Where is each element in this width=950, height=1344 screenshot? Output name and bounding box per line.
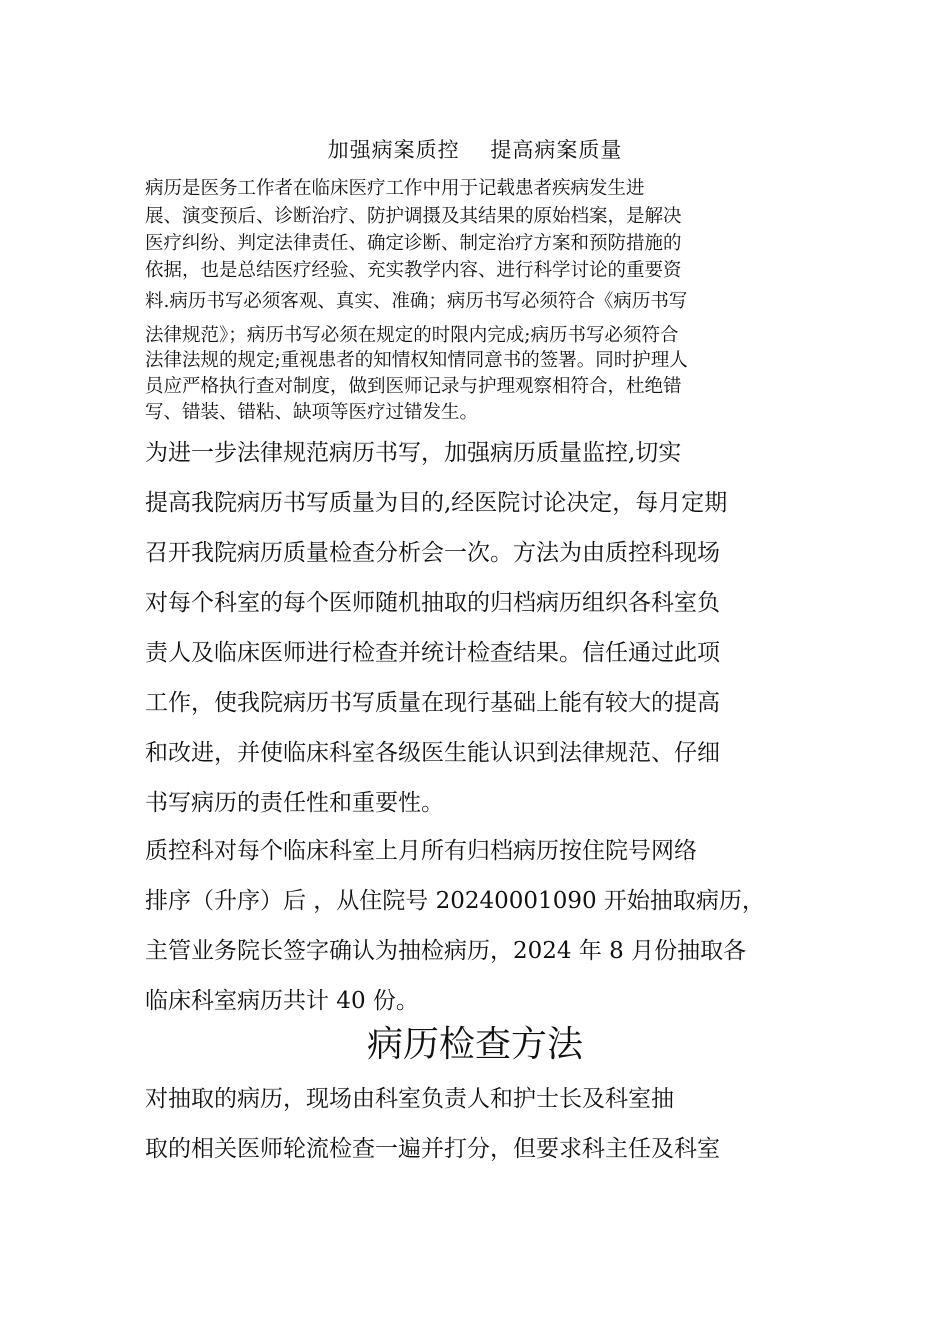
para3-line: 质控科对每个临床科室上月所有归档病历按住院号网络 bbox=[145, 838, 697, 864]
doc-title: 加强病案质控 提高病案质量 bbox=[327, 138, 623, 162]
para3-line: 临床科室病历共计 40 份。 bbox=[145, 988, 419, 1014]
para1-line: 展、演变预后、诊断治疗、防护调摄及其结果的原始档案，是解决 bbox=[145, 206, 682, 227]
para2-line: 为进一步法律规范病历书写，加强病历质量监控,切实 bbox=[145, 440, 682, 466]
para1-line: 法律规范》；病历书写必须在规定的时限内完成;病历书写必须符合 bbox=[145, 325, 679, 346]
para2-line: 和改进，并使临床科室各级医生能认识到法律规范、仔细 bbox=[145, 740, 720, 766]
para2-line: 提高我院病历书写质量为目的,经医院讨论决定，每月定期 bbox=[145, 490, 728, 516]
para1-line: 写、错装、错粘、缺项等医疗过错发生。 bbox=[145, 402, 479, 423]
para4-line: 对抽取的病历，现场由科室负责人和护士长及科室抽 bbox=[145, 1086, 674, 1112]
para4-line: 取的相关医师轮流检查一遍并打分，但要求科主任及科室 bbox=[145, 1136, 720, 1162]
para2-line: 书写病历的责任性和重要性。 bbox=[145, 790, 444, 816]
para1-line: 病历是医务工作者在临床医疗工作中用于记载患者疾病发生进 bbox=[145, 178, 645, 199]
para2-line: 召开我院病历质量检查分析会一次。方法为由质控科现场 bbox=[145, 540, 720, 566]
para1-line: 员应严格执行查对制度，做到医师记录与护理观察相符合，杜绝错 bbox=[145, 376, 682, 397]
para2-line: 责人及临床医师进行检查并统计检查结果。信任通过此项 bbox=[145, 640, 720, 666]
para1-line: 医疗纠纷、判定法律责任、确定诊断、制定治疗方案和预防措施的 bbox=[145, 233, 682, 254]
section-heading: 病历检查方法 bbox=[366, 1024, 583, 1065]
para1-line: 法律法规的规定;重视患者的知情权知情同意书的签署。同时护理人 bbox=[145, 350, 688, 371]
para3-line: 主管业务院长签字确认为抽检病历，2024 年 8 月份抽取各 bbox=[145, 938, 747, 964]
para2-line: 工作，使我院病历书写质量在现行基础上能有较大的提高 bbox=[145, 690, 720, 716]
para1-line: 依据，也是总结医疗经验、充实教学内容、进行科学讨论的重要资 bbox=[145, 260, 682, 281]
para3-line: 排序（升序）后 ，从住院号 20240001090 开始抽取病历， bbox=[145, 888, 765, 914]
para2-line: 对每个科室的每个医师随机抽取的归档病历组织各科室负 bbox=[145, 590, 720, 616]
para1-line: 料.病历书写必须客观、真实、准确；病历书写必须符合《病历书写 bbox=[145, 291, 688, 312]
